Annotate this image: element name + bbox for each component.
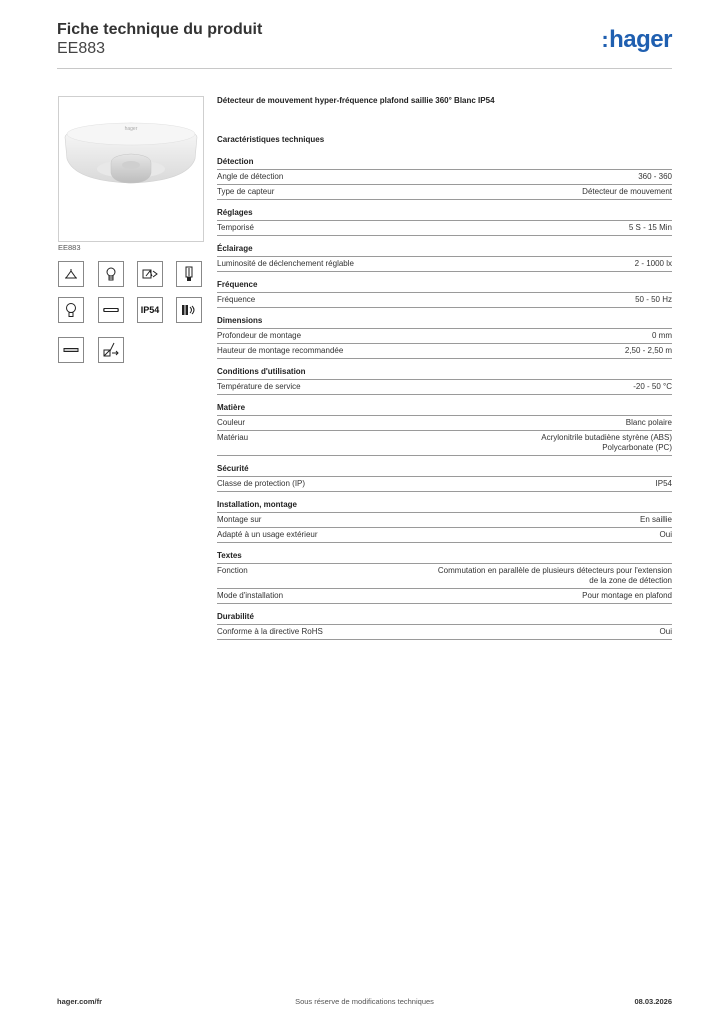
spec-label: Couleur — [217, 418, 246, 427]
section-title: Sécurité — [217, 464, 672, 477]
spec-label: Fréquence — [217, 295, 256, 304]
spec-section — [217, 244, 672, 272]
section-title: Réglages — [217, 208, 672, 221]
spec-row — [217, 513, 672, 528]
bulb-icon — [58, 297, 84, 323]
spec-value — [438, 566, 672, 586]
spec-value-line: de la zone de détection — [589, 576, 672, 585]
spec-label: Hauteur de montage recommandée — [217, 346, 344, 355]
footer-website[interactable]: hager.com/fr — [57, 997, 103, 1006]
spec-value-line: IP54 — [655, 479, 672, 488]
spec-row — [217, 589, 672, 604]
spec-value-line: Oui — [659, 627, 672, 636]
spec-value-line: 0 mm — [652, 331, 672, 340]
spec-label: Montage sur — [217, 515, 262, 524]
product-reference: EE883 — [57, 40, 106, 57]
spec-label: Classe de protection (IP) — [217, 479, 306, 488]
section-title: Installation, montage — [217, 500, 672, 513]
logo-text: hager — [609, 26, 672, 53]
header-divider — [57, 68, 672, 69]
spec-row — [217, 625, 672, 640]
spec-row — [217, 257, 672, 272]
spec-row — [217, 380, 672, 395]
spec-label: Adapté à un usage extérieur — [217, 530, 318, 539]
spec-value-line: Blanc polaire — [625, 418, 672, 427]
spec-value — [629, 223, 672, 233]
spec-label: Mode d'installation — [217, 591, 284, 600]
lamp-icon — [98, 261, 124, 287]
ip-rating-icon — [137, 297, 163, 323]
spec-value — [625, 346, 672, 356]
spec-sections — [217, 157, 672, 640]
spec-heading: Caractéristiques techniques — [217, 135, 325, 144]
ip-rating-label: IP54 — [140, 305, 160, 315]
spec-value — [652, 331, 672, 341]
footer-disclaimer: Sous réserve de modifications techniques — [295, 997, 434, 1006]
spec-value — [635, 295, 672, 305]
detection-zone-icon — [98, 337, 124, 363]
spec-value — [660, 530, 672, 540]
spec-section — [217, 157, 672, 200]
spec-value — [633, 382, 672, 392]
linear-lamp-icon — [98, 297, 124, 323]
spec-label: Temporisé — [217, 223, 254, 232]
spec-label: Conforme à la directive RoHS — [217, 627, 323, 636]
spec-value — [582, 187, 672, 197]
spec-value-line: 50 - 50 Hz — [635, 295, 672, 304]
spec-section — [217, 464, 672, 492]
spec-value-line: Polycarbonate (PC) — [602, 443, 672, 452]
spec-content — [217, 96, 672, 648]
motion-detection-icon — [137, 261, 163, 287]
spec-section — [217, 367, 672, 395]
document-title: Fiche technique du produit — [57, 21, 263, 38]
spec-row — [217, 564, 672, 589]
section-title: Textes — [217, 551, 672, 564]
section-title: Durabilité — [217, 612, 672, 625]
spec-section — [217, 551, 672, 604]
ceiling-mount-icon — [58, 261, 84, 287]
spec-label: Angle de détection — [217, 172, 284, 181]
spec-row — [217, 170, 672, 185]
section-title: Éclairage — [217, 244, 672, 257]
spec-label: Température de service — [217, 382, 301, 391]
page-header — [57, 20, 672, 58]
spec-value-line: Oui — [659, 530, 672, 539]
spec-row — [217, 416, 672, 431]
section-title: Matière — [217, 403, 672, 416]
spec-value-line: 2 - 1000 lx — [634, 259, 672, 268]
spec-row — [217, 528, 672, 543]
section-title: Dimensions — [217, 316, 672, 329]
tube-icon — [58, 337, 84, 363]
product-photo — [58, 96, 204, 242]
spec-section — [217, 280, 672, 308]
spec-row — [217, 221, 672, 236]
spec-row — [217, 344, 672, 359]
section-title: Conditions d'utilisation — [217, 367, 672, 380]
spec-row — [217, 329, 672, 344]
spec-value — [541, 433, 672, 453]
spec-section — [217, 316, 672, 359]
spec-value — [640, 515, 672, 525]
spec-section — [217, 403, 672, 456]
spec-section — [217, 612, 672, 640]
spec-value — [626, 418, 672, 428]
spec-label: Matériau — [217, 433, 249, 442]
product-description: Détecteur de mouvement hyper-fréquence plafond saillie 360° Blanc IP54 — [217, 96, 495, 105]
spec-value-line: -20 - 50 °C — [633, 382, 672, 391]
spec-value-line: 5 S - 15 Min — [628, 223, 672, 232]
spec-section — [217, 208, 672, 236]
spec-label: Luminosité de déclenchement réglable — [217, 259, 354, 268]
spec-value — [656, 479, 672, 489]
spec-label: Fonction — [217, 566, 248, 575]
spec-value-line: Pour montage en plafond — [582, 591, 672, 600]
spec-value — [638, 172, 672, 182]
spec-value-line: 2,50 - 2,50 m — [624, 346, 672, 355]
fluorescent-tube-icon — [176, 261, 202, 287]
section-title: Détection — [217, 157, 672, 170]
spec-value-line: 360 - 360 — [638, 172, 672, 181]
footer-date: 08.03.2026 — [634, 997, 672, 1006]
spec-value-line: Commutation en parallèle de plusieurs détecteurs pour l'extension — [437, 566, 672, 575]
spec-value-line: Détecteur de mouvement — [582, 187, 672, 196]
spec-value — [582, 591, 672, 601]
logo-colon: : — [601, 27, 609, 52]
section-title: Fréquence — [217, 280, 672, 293]
spec-label: Type de capteur — [217, 187, 275, 196]
product-image-label: EE883 — [58, 243, 81, 252]
spec-section — [217, 500, 672, 543]
spec-row — [217, 431, 672, 456]
spec-value — [660, 627, 672, 637]
spec-value-line: Acrylonitrile butadiène styrène (ABS) — [541, 433, 672, 442]
radar-icon — [176, 297, 202, 323]
photo-brand-mark: hager — [124, 126, 138, 132]
spec-value-line: En saillie — [639, 515, 672, 524]
spec-row — [217, 477, 672, 492]
spec-value — [635, 259, 672, 269]
spec-row — [217, 293, 672, 308]
hager-logo — [601, 26, 672, 54]
spec-row — [217, 185, 672, 200]
spec-label: Profondeur de montage — [217, 331, 302, 340]
